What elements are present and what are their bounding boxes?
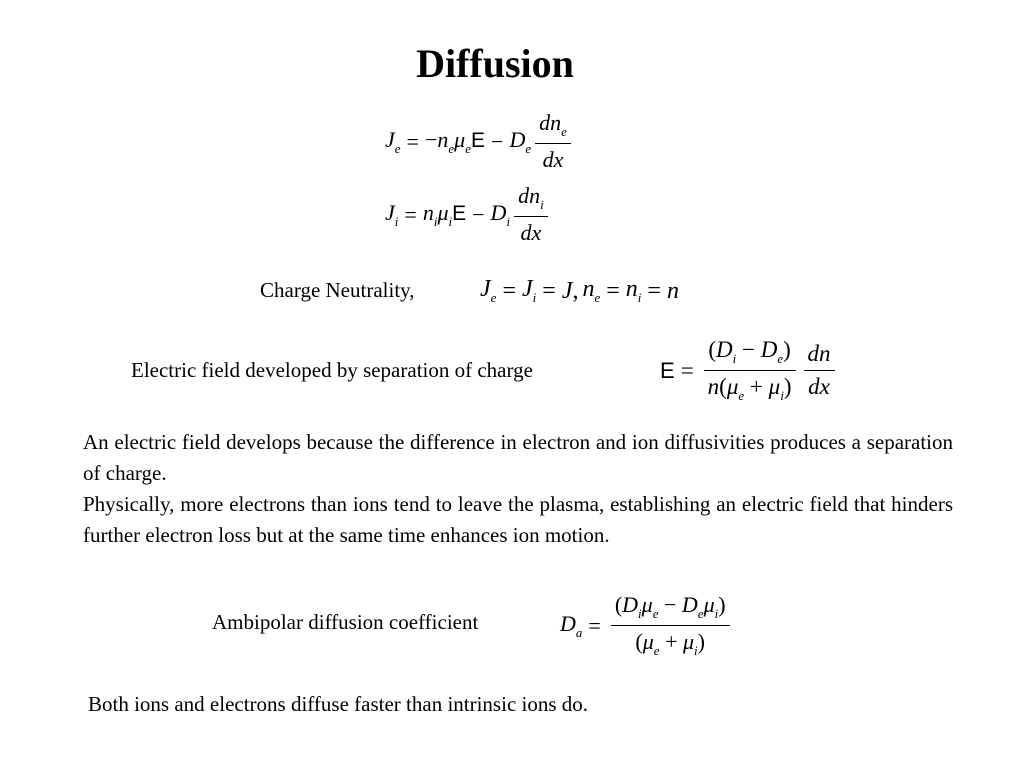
explanation-text	[83, 427, 953, 551]
efield-label: Electric field developed by separation of charge	[131, 358, 533, 382]
paragraph-physical: Physically, more electrons than ions tend to leave the plasma, establishing an electric field that hinders further electron loss but at the same time enhances ion motion.	[83, 492, 953, 547]
ambipolar-equation: $D_a$ = $\frac{(D_i\mu_e - D_e\mu_i)}{(\mu_e + \mu_i)}$	[560, 592, 734, 659]
ambipolar-label: Ambipolar diffusion coefficient	[212, 610, 479, 634]
slide-title: Diffusion	[416, 41, 574, 86]
charge-neutrality-equation: $J_e$ = $J_i$ = J, $n_e$ = $n_i$ = n	[480, 276, 679, 305]
charge-neutrality-label: Charge Neutrality,	[260, 278, 415, 302]
paragraph-diffusivity: An electric field develops because the difference in electron and ion diffusivities produces a separation of charge.	[83, 430, 953, 485]
electric-field-equation: E = $\frac{(D_i - D_e)}{n(\mu_e + \mu_i)}$ $\frac{dn}{dx}$	[660, 337, 839, 404]
electron-flux-equation: $J_e$ = $-n_e\mu_eE$ − $D_e$ $\frac{dn_e}{dx}$	[385, 110, 575, 173]
conclusion-text: Both ions and electrons diffuse faster than intrinsic ions do.	[88, 692, 589, 716]
ion-flux-equation: $J_i$ = $n_i\mu_iE$ − $D_i$ $\frac{dn_i}{dx}$	[385, 183, 552, 246]
